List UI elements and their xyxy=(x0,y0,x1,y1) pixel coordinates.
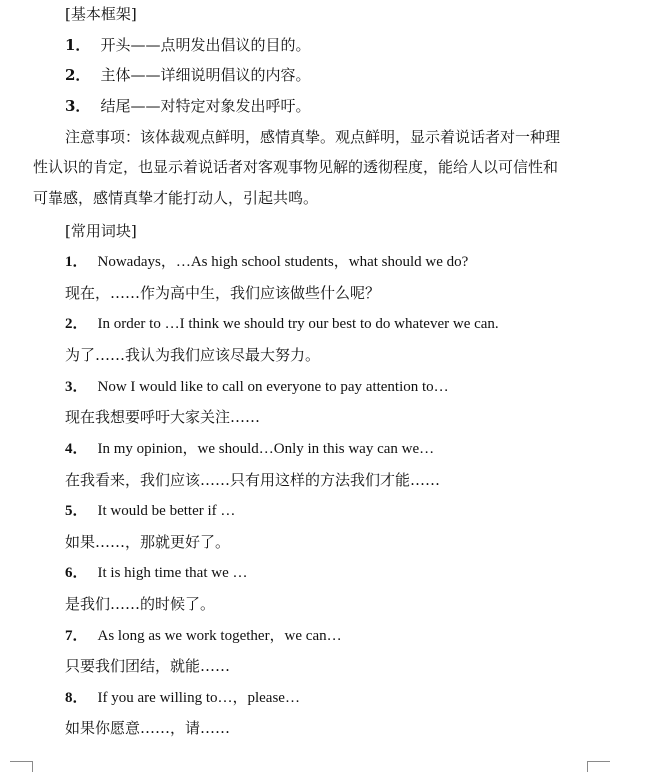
note-line: 性认识的肯定，也显示着说话者对客观事物见解的透彻程度，能给人以可信性和 xyxy=(33,158,559,176)
framework-heading: [基本框架] xyxy=(65,5,137,23)
framework-item xyxy=(65,96,310,116)
phrase-chinese: 是我们……的时候了。 xyxy=(65,595,216,613)
phrase-chinese: 只要我们团结，就能…… xyxy=(65,657,231,675)
phrase-text: In my opinion，we should…Only in this way can we… xyxy=(97,441,435,457)
item-number: 2． xyxy=(65,316,88,332)
phrase-english xyxy=(65,501,235,521)
note-line: 可靠感，感情真挚才能打动人，引起共鸣。 xyxy=(33,189,319,207)
phrase-text: It would be better if … xyxy=(97,503,236,519)
phrase-chinese: 现在，……作为高中生，我们应该做些什么呢？ xyxy=(65,284,381,302)
phrase-english xyxy=(65,688,300,708)
item-number: 8． xyxy=(65,690,88,706)
phrase-english xyxy=(65,563,248,583)
item-number: 3． xyxy=(65,97,91,115)
item-text: 结尾——对特定对象发出呼吁。 xyxy=(100,97,311,115)
page-corner-mark-right xyxy=(587,761,610,772)
phrase-chinese: 如果……，那就更好了。 xyxy=(65,533,231,551)
note-line: 注意事项：该体裁观点鲜明，感情真挚。观点鲜明，显示着说话者对一种理 xyxy=(65,128,561,146)
item-text: 开头——点明发出倡议的目的。 xyxy=(100,36,311,54)
phrase-english xyxy=(65,377,449,397)
page-corner-mark-left xyxy=(10,761,33,772)
item-number: 5． xyxy=(65,503,88,519)
phrase-chinese: 如果你愿意……，请…… xyxy=(65,719,231,737)
item-number: 6． xyxy=(65,565,88,581)
item-number: 7． xyxy=(65,628,88,644)
phrase-text: Nowadays，…As high school students，what should we do? xyxy=(97,254,469,270)
item-text: 主体——详细说明倡议的内容。 xyxy=(100,66,311,84)
item-number: 4． xyxy=(65,441,88,457)
phrase-text: It is high time that we … xyxy=(97,565,248,581)
phrase-english xyxy=(65,314,499,334)
item-number: 2． xyxy=(65,66,91,84)
framework-item xyxy=(65,35,310,55)
phrases-heading: [常用词块] xyxy=(65,222,137,240)
phrase-text: Now I would like to call on everyone to pay attention to… xyxy=(97,379,449,395)
item-number: 1． xyxy=(65,254,88,270)
phrase-text: As long as we work together，we can… xyxy=(97,628,342,644)
phrase-chinese: 现在我想要呼吁大家关注…… xyxy=(65,408,261,426)
phrase-english xyxy=(65,439,434,459)
phrase-chinese: 在我看来，我们应该……只有用这样的方法我们才能…… xyxy=(65,471,441,489)
item-number: 1． xyxy=(65,36,91,54)
phrase-chinese: 为了……我认为我们应该尽最大努力。 xyxy=(65,346,321,364)
item-number: 3． xyxy=(65,379,88,395)
phrase-text: In order to …I think we should try our best to do whatever we can. xyxy=(97,316,499,332)
phrase-english xyxy=(65,252,468,272)
phrase-english xyxy=(65,626,342,646)
phrase-text: If you are willing to…，please… xyxy=(97,690,300,706)
framework-item xyxy=(65,65,310,85)
